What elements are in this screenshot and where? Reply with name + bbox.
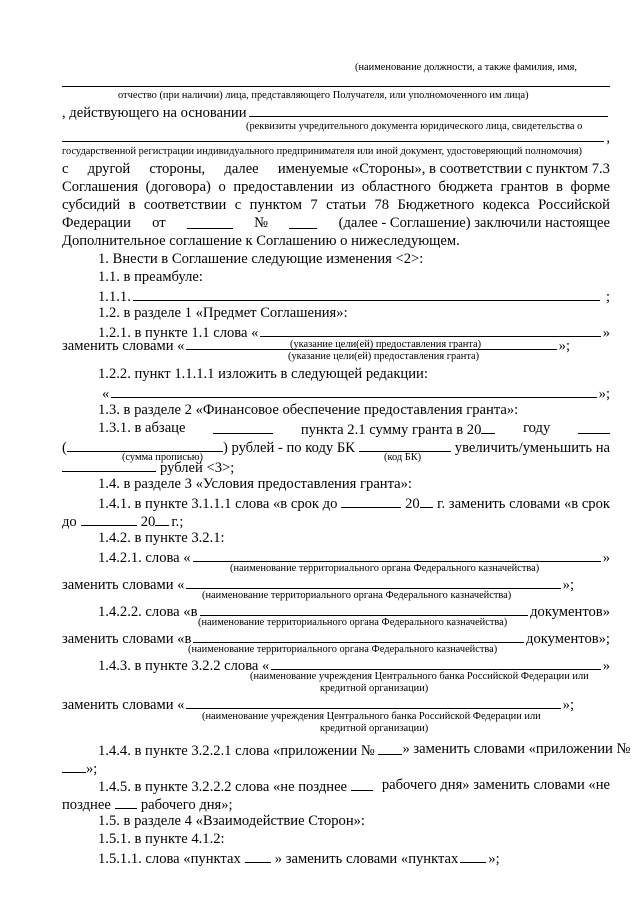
- note-tofk-2: (наименование территориального органа Федерального казначейства): [202, 590, 512, 601]
- note-tofk-4: (наименование территориального органа Федерального казначейства): [188, 644, 498, 655]
- item-1-2: 1.2. в разделе 1 «Предмет Соглашения»:: [98, 305, 348, 321]
- note-sum-words: (сумма прописью): [122, 452, 203, 463]
- field-preamble[interactable]: [133, 287, 600, 301]
- item-1-4-5: 1.4.5. в пункте 3.2.2.2 слова «не позднее рабочего дня» заменить словами «не: [98, 777, 610, 795]
- intro-line-1: с другой стороны, далее именуемые «Стороны», в соответствии с пунктом 7.3: [62, 161, 610, 177]
- note-registration: государственной регистрации индивидуального предпринимателя или иной документ, удостоверяющий полномочия): [62, 146, 582, 157]
- intro-line-2: Соглашения (договора) о предоставлении из областного бюджета грантов в форме: [62, 179, 610, 195]
- note-tofk-1: (наименование территориального органа Федерального казначейства): [230, 563, 540, 574]
- item-1-4-5-cont: позднее рабочего дня»;: [62, 797, 233, 813]
- acting-line: [62, 103, 610, 122]
- field-bank-new[interactable]: [186, 695, 560, 709]
- replace-tofk-docs-line: заменить словами «в документов»;: [62, 631, 610, 647]
- field-goal-new[interactable]: [186, 336, 556, 350]
- field-change-amount[interactable]: [62, 458, 156, 472]
- acting-label: , действующего на основании: [62, 105, 247, 121]
- item-1-5-1: 1.5.1. в пункте 4.1.2:: [98, 831, 225, 847]
- item-1-2-1: 1.2.1. в пункте 1.1 слова « »: [98, 325, 610, 341]
- item-1-5: 1.5. в разделе 4 «Взаимодействие Сторон»:: [98, 813, 365, 829]
- item-1-4-4: 1.4.4. в пункте 3.2.2.1 слова «приложении № » заменить словами «приложении №: [98, 741, 631, 759]
- field-points-old[interactable]: [245, 849, 271, 863]
- note-bank-2b: кредитной организации): [320, 723, 429, 734]
- note-bk-code: (код БК): [384, 452, 422, 463]
- field-appendix-new[interactable]: [62, 759, 86, 773]
- note-basis: (реквизиты учредительного документа юридического лица, свидетельства о: [246, 121, 583, 132]
- item-1-4-2: 1.4.2. в пункте 3.2.1:: [98, 530, 225, 546]
- note-goal-1: (указание цели(ей) предоставления гранта): [290, 339, 482, 350]
- field-tofk-docs-old[interactable]: [200, 602, 529, 616]
- field-deadline-old[interactable]: [341, 494, 401, 508]
- item-1-4-2-2: 1.4.2.2. слова «в документов»: [98, 604, 610, 620]
- field-deadline-new[interactable]: [81, 512, 137, 526]
- note-bank-1b: кредитной организации): [320, 683, 429, 694]
- field-amount-year[interactable]: [578, 420, 610, 434]
- field-bk-code[interactable]: [359, 438, 451, 452]
- field-amount-words[interactable]: [67, 438, 223, 452]
- intro-line-5: Дополнительное соглашение к Соглашению о нижеследующем.: [62, 233, 460, 249]
- field-year[interactable]: [481, 420, 495, 434]
- item-1-4-1-cont: до 20 г.;: [62, 514, 184, 530]
- item-1-4-3: 1.4.3. в пункте 3.2.2 слова « »: [98, 658, 610, 674]
- replace-bank-line: заменить словами « »;: [62, 697, 574, 713]
- item-1-3-1: 1.3.1. в абзаце пункта 2.1 сумму гранта в 20 году: [62, 420, 610, 439]
- field-workday-new[interactable]: [115, 795, 137, 809]
- field-goal-old[interactable]: [260, 323, 600, 337]
- field-agreement-date[interactable]: [187, 215, 233, 229]
- field-agreement-number[interactable]: [289, 215, 317, 229]
- field-tofk-old[interactable]: [193, 548, 601, 562]
- note-position-name: (наименование должности, а также фамилия, имя,: [355, 62, 577, 73]
- intro-line-4: Федерации от № (далее - Соглашение) заключили настоящее: [62, 215, 610, 231]
- replace-goal-line: заменить словами « »;: [62, 338, 570, 354]
- field-points-new[interactable]: [460, 849, 486, 863]
- item-1-4-4-cont: »;: [62, 759, 610, 778]
- field-workday-old[interactable]: [351, 777, 373, 791]
- item-1-4-1: 1.4.1. в пункте 3.1.1.1 слова «в срок до 20 г. заменить словами «в срок: [98, 496, 610, 512]
- item-1-4: 1.4. в разделе 3 «Условия предоставления гранта»:: [98, 476, 412, 492]
- field-tofk-docs-new[interactable]: [193, 629, 524, 643]
- field-appendix-old[interactable]: [378, 741, 402, 755]
- item-1-2-2: 1.2.2. пункт 1.1.1.1 изложить в следующей редакции:: [98, 366, 428, 382]
- field-bank-old[interactable]: [271, 656, 600, 670]
- field-tofk-new[interactable]: [186, 575, 560, 589]
- field-new-edition[interactable]: [111, 384, 596, 398]
- note-representative: отчество (при наличии) лица, представляющего Получателя, или уполномоченного им лица): [118, 90, 529, 101]
- item-1-1-1: 1.1.1. ;: [98, 289, 610, 305]
- field-deadline-new-year[interactable]: [155, 512, 169, 526]
- replace-tofk-line: заменить словами « »;: [62, 577, 574, 593]
- field-paragraph[interactable]: [213, 420, 273, 434]
- field-basis[interactable]: [249, 103, 608, 117]
- intro-line-3: субсидий в соответствии с пунктом 7 статьи 78 Бюджетного кодекса Российской: [62, 197, 610, 213]
- basis-continued-line: ,: [62, 128, 610, 147]
- note-goal-2: (указание цели(ей) предоставления гранта): [288, 351, 480, 362]
- agreement-page: [62, 0, 631, 905]
- item-1-3-1-end: рублей <3>;: [62, 458, 610, 477]
- field-deadline-old-year[interactable]: [420, 494, 433, 508]
- item-1-4-2-1: 1.4.2.1. слова « »: [98, 550, 610, 566]
- note-bank-1: (наименование учреждения Центрального банка Российской Федерации или: [250, 671, 589, 682]
- note-bank-2: (наименование учреждения Центрального банка Российской Федерации или: [202, 711, 541, 722]
- item-1-1: 1.1. в преамбуле:: [98, 269, 203, 285]
- item-1-5-1-1: 1.5.1.1. слова «пунктах » заменить словами «пунктах »;: [98, 851, 500, 867]
- note-tofk-3: (наименование территориального органа Федерального казначейства): [198, 617, 508, 628]
- item-1-2-2-new: « »;: [102, 386, 610, 402]
- item-1-3-1-cont: ( ) рублей - по коду БК увеличить/уменьшить на: [62, 440, 610, 456]
- item-1: 1. Внести в Соглашение следующие изменения <2>:: [98, 251, 424, 267]
- field-representative[interactable]: [62, 86, 610, 87]
- field-basis-continued[interactable]: [62, 128, 604, 142]
- item-1-3: 1.3. в разделе 2 «Финансовое обеспечение предоставления гранта»:: [98, 402, 519, 418]
